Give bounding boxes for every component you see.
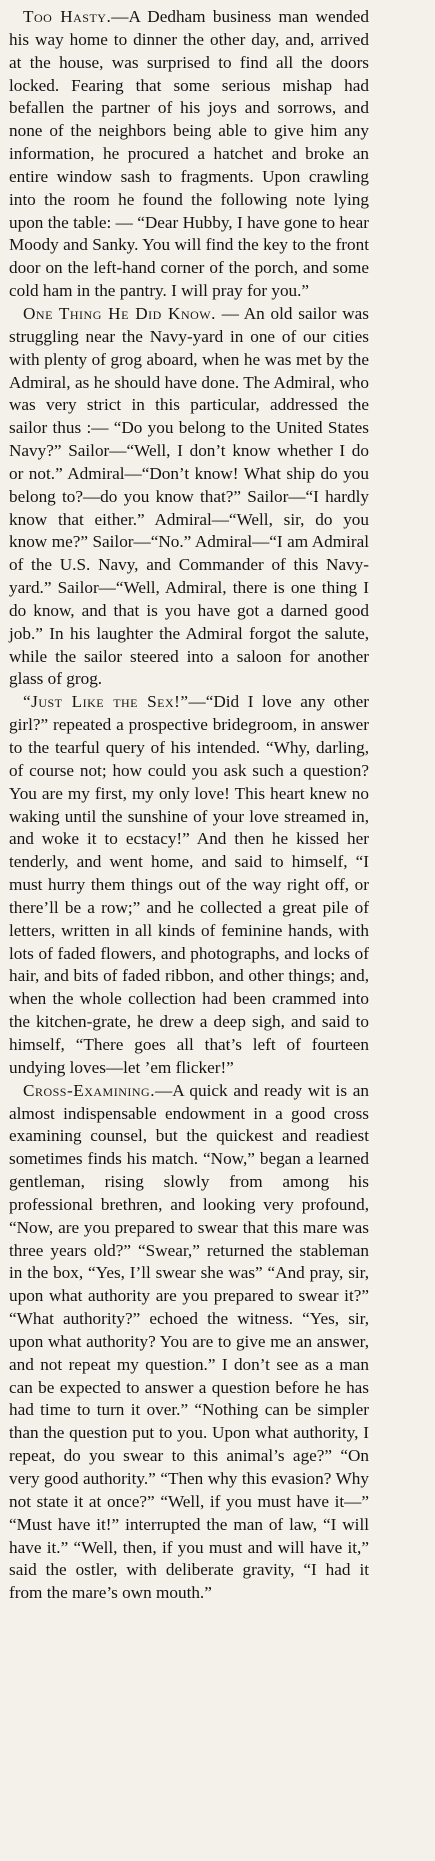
article-body: —A quick and ready wit is an almost indispensable endowment in a good cross examining counsel, but the quickest and readiest sometimes finds his match. “Now,” began a learned gentleman, rising slowly from among his professional brethren, and looking very profound, “Now, are you prepared to swear that this mare was three years old?” “Swear,” returned the stableman in the box, “Yes, I’ll swear she was” “And pray, sir, upon what authority are you prepared to swear it?” “What authority?” echoed the witness. “Yes, sir, upon what authority? You are to give me an answer, and not repeat my question.” I don’t see as a man can be expected to answer a question before he has had time to turn it over.” “Nothing can be simpler than the question put to you. Upon what authority, I repeat, do you swear to this animal’s age?” “On very good authority.” “Then why this evasion? Why not state it at once?” “Well, if you must have it—” “Must have it!” interrupted the man of law, “I will have it.” “Well, then, if you must and will have it,” said the ostler, with deliberate gravity, “I had it from the mare’s own mouth.” (9, 1080, 369, 1603)
article-heading: Too Hasty. (23, 7, 112, 26)
article-just-like-the-sex (9, 691, 369, 1079)
article-too-hasty (9, 6, 369, 303)
article-heading: Cross-Examining. (23, 1080, 155, 1100)
newspaper-column (9, 6, 369, 1605)
article-cross-examining (9, 1080, 369, 1605)
article-heading: One Thing He Did Know. (23, 303, 216, 323)
article-body: —“Did I love any other girl?” repeated a prospective bridegroom, in answer to the tearful query of his intended. “Why, darling, of course not; how could you ask such a question? You are my first, my only love! This heart knew no waking until the sunshine of your love streamed in, and woke it to ecstacy!” And then he kissed her tenderly, and went home, and said to himself, “I must hurry them things out of the way right off, or there’ll be a row;” and he collected a great pile of letters, written in all kinds of feminine hands, with lots of faded flowers, and photographs, and locks of hair, and bits of faded ribbon, and other things; and, when the whole collection had been crammed into the kitchen-grate, he drew a deep sigh, and said to himself, “There goes all that’s left of fourteen undying loves—let ’em flicker!” (9, 692, 369, 1077)
article-body: — An old sailor was struggling near the Navy-yard in one of our cities with plenty of grog aboard, when he was met by the Admiral, as he should have done. The Admiral, who was very strict in this particular, addressed the sailor thus :— “Do you belong to the United States Navy?” Sailor—“Well, I don’t know whether I do or not.” Admiral—“Don’t know! What ship do you belong to?—do you know that?” Sailor—“I hardly know that either.” Admiral—“Well, sir, do you know me?” Sailor—“No.” Admiral—“I am Admiral of the U.S. Navy, and Commander of this Navy-yard.” Sailor—“Well, Admiral, there is one thing I do know, and that is you have got a darned good job.” In his laughter the Admiral forgot the salute, while the sailor steered into a saloon for another glass of grog. (9, 303, 370, 689)
article-body: —A Dedham business man wended his way home to dinner the other day, and, arrived at the house, was surprised to find all the doors locked. Fearing that some serious mishap had befallen the partner of his joys and sorrows, and none of the neighbors being able to give him any information, he procured a hatchet and broke an entire window sash to fragments. Upon crawling into the room he found the following note lying upon the table: — “Dear Hubby, I have gone to hear Moody and Sanky. You will find the key to the front door on the left-hand corner of the porch, and some cold ham in the pantry. I will pray for you.” (9, 7, 369, 301)
article-heading: “Just Like the Sex!” (23, 692, 189, 712)
article-one-thing-he-did-know (9, 303, 369, 691)
